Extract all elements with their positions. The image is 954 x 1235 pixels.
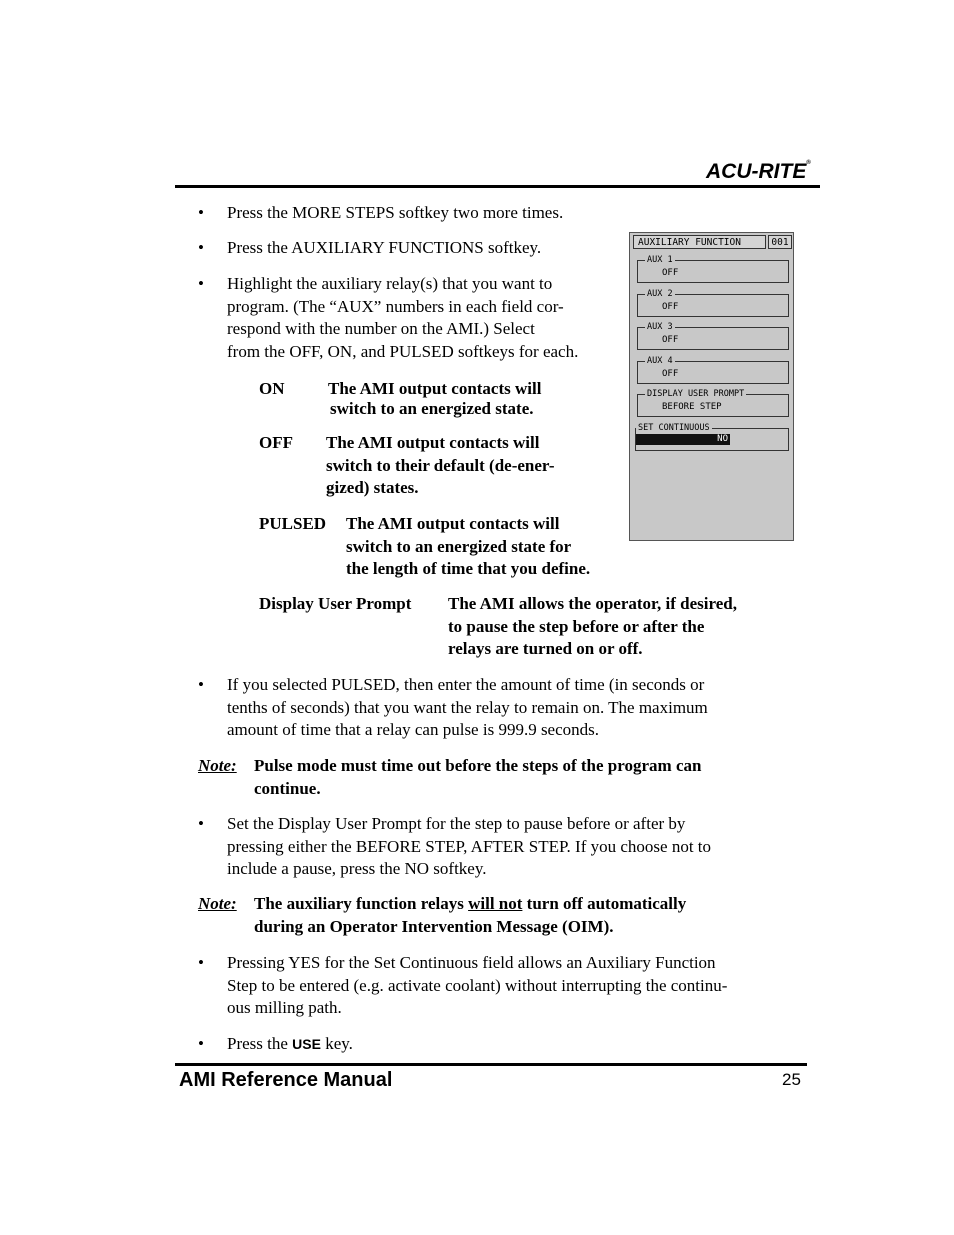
bullet-marker: • [198, 203, 204, 222]
screen-field-display-user-prompt: DISPLAY USER PROMPT BEFORE STEP [637, 394, 789, 417]
screen-field-set-continuous: SET CONTINUOUS NO [635, 428, 789, 451]
bullet-marker: • [198, 814, 204, 833]
screen-title: AUXILIARY FUNCTION [633, 235, 766, 249]
def-desc-on: The AMI output contacts will switch to an energized state. [328, 379, 542, 418]
header-rule [175, 185, 820, 188]
def-term-on: ON [259, 379, 285, 398]
screen-step-number: 001 [768, 235, 792, 249]
use-key-label: USE [292, 1036, 321, 1052]
note-pulse-mode: Pulse mode must time out before the steps of the program can continue. [254, 756, 702, 798]
acu-rite-logo: ACU-RITE® [706, 160, 811, 183]
footer-title: AMI Reference Manual [179, 1069, 393, 1091]
screen-field-aux-3: AUX 3 OFF [637, 327, 789, 350]
bullet-highlight-relays: Highlight the auxiliary relay(s) that you want to program. (The “AUX” numbers in each field cor- respond with the number on the AMI.) Select from the OFF, ON, and PULSED softkeys for each. [227, 274, 579, 361]
note-relays-oim: The auxiliary function relays will not turn off automatically during an Operator Intervention Message (OIM). [254, 894, 687, 936]
auxiliary-function-screen [629, 232, 794, 541]
footer-rule [175, 1063, 807, 1066]
screen-selected-value: NO [636, 434, 730, 445]
def-term-off: OFF [259, 433, 293, 452]
bullet-aux-functions: Press the AUXILIARY FUNCTIONS softkey. [227, 238, 542, 257]
note-label: Note: [198, 894, 237, 913]
def-term-display-user-prompt: Display User Prompt [259, 594, 412, 613]
bullet-more-steps: Press the MORE STEPS softkey two more times. [227, 203, 564, 222]
bullet-marker: • [198, 675, 204, 694]
screen-field-aux-2: AUX 2 OFF [637, 294, 789, 317]
screen-field-aux-1: AUX 1 OFF [637, 260, 789, 283]
bullet-pulsed-time: If you selected PULSED, then enter the amount of time (in seconds or tenths of seconds) that you want the relay to remain on. The maximum amount of time that a relay can pulse is 999.9 seconds. [227, 675, 708, 739]
page-number: 25 [782, 1070, 801, 1089]
def-desc-off: The AMI output contacts will switch to their default (de-ener- gized) states. [326, 433, 555, 497]
screen-field-aux-4: AUX 4 OFF [637, 361, 789, 384]
note-label: Note: [198, 756, 237, 775]
def-term-pulsed: PULSED [259, 514, 327, 533]
bullet-set-continuous: Pressing YES for the Set Continuous field allows an Auxiliary Function Step to be entered (e.g. activate coolant) without interrupting the continu- ous milling path. [227, 953, 728, 1017]
bullet-marker: • [198, 953, 204, 972]
def-desc-pulsed: The AMI output contacts will switch to an energized state for the length of time that you define. [346, 514, 591, 578]
bullet-marker: • [198, 1034, 204, 1053]
bullet-marker: • [198, 274, 204, 293]
bullet-marker: • [198, 238, 204, 257]
bullet-press-use: Press the USE key. [227, 1034, 353, 1053]
bullet-display-user-prompt: Set the Display User Prompt for the step to pause before or after by pressing either the BEFORE STEP, AFTER STEP. If you choose not to include a pause, press the NO softkey. [227, 814, 712, 878]
def-desc-display-user-prompt: The AMI allows the operator, if desired, to pause the step before or after the relays are turned on or off. [448, 594, 737, 658]
